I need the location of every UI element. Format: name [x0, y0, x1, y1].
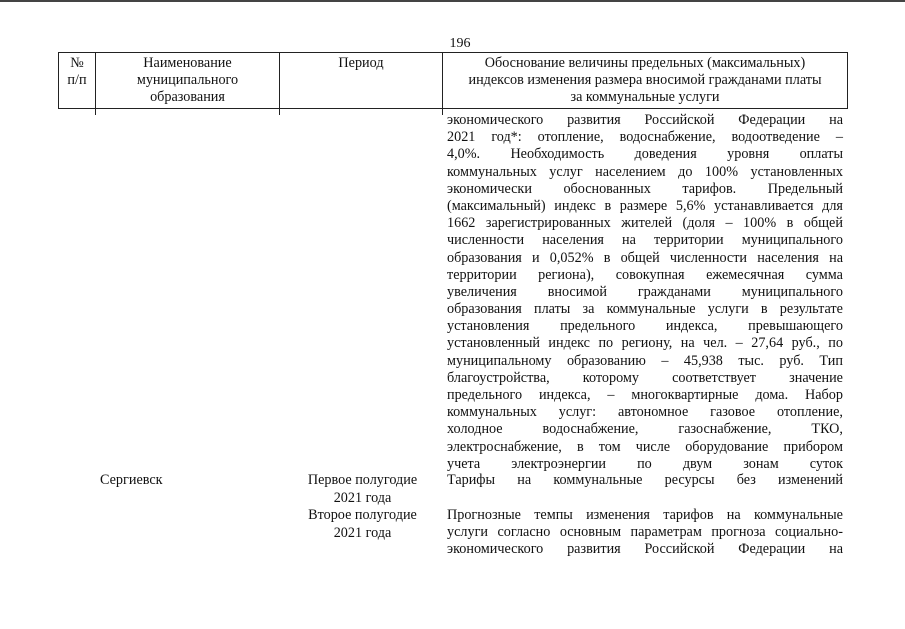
word: общей: [803, 215, 843, 232]
word: водоотведение: [731, 129, 820, 146]
word: 0,052%: [549, 249, 594, 266]
word: размере: [619, 197, 668, 214]
word: услуги: [707, 301, 749, 318]
word: основным: [559, 524, 622, 541]
word: холодное: [447, 421, 503, 438]
word: коммунальные: [753, 507, 843, 523]
word: на: [726, 507, 741, 523]
word: по: [598, 335, 614, 352]
word: (максимальный): [447, 197, 546, 214]
word: оборудование: [685, 438, 769, 455]
word: водоснабжение,: [542, 421, 639, 438]
word: чел.: [703, 335, 728, 352]
word: установления: [447, 318, 530, 335]
word: услуг:: [558, 404, 597, 421]
text-line: [447, 129, 843, 146]
text-line: [447, 267, 843, 284]
word: газовое: [710, 404, 756, 421]
word: 1662: [447, 215, 476, 232]
word: вносимой: [547, 283, 607, 300]
period-second-half: [295, 507, 430, 542]
word: Российской: [644, 541, 715, 558]
word: тарифов: [663, 507, 714, 523]
word: прогноза: [711, 524, 766, 541]
word: уровня: [727, 146, 770, 163]
word: предельного: [447, 387, 523, 403]
word: обоснованных: [563, 180, 651, 197]
word: 100%: [704, 163, 739, 180]
municipality-name: Сергиевск: [100, 472, 163, 488]
period-line: 2021 года: [333, 524, 392, 541]
word: экономического: [447, 541, 544, 558]
word: зарегистрированных: [485, 215, 611, 232]
text-line: [447, 215, 843, 232]
word: –: [735, 335, 743, 352]
word: и: [532, 249, 540, 266]
word: социально-: [775, 524, 843, 541]
header-line: №: [70, 55, 84, 71]
word: оплаты: [799, 146, 843, 163]
word: которому: [582, 369, 639, 386]
text-line: [447, 112, 843, 129]
text-line: [447, 181, 843, 198]
word: услуги: [447, 524, 488, 541]
word: коммунальные: [606, 301, 696, 318]
word: год*:: [491, 129, 522, 146]
word: ТКО,: [811, 421, 843, 438]
text-line: [447, 301, 843, 318]
word: 27,64: [751, 335, 784, 352]
justification-continued: [447, 112, 843, 473]
word: числе: [635, 438, 671, 455]
text-line: [447, 318, 843, 335]
justification-row1: Тарифы на коммунальные ресурсы без изменений: [447, 472, 843, 488]
word: индекса,: [665, 318, 718, 335]
word: 45,938: [683, 352, 723, 369]
word: экономического: [447, 112, 544, 128]
word: индекс: [548, 335, 590, 352]
word: ежемесячная: [706, 266, 785, 283]
word: в: [604, 197, 612, 214]
word: экономически: [447, 180, 532, 197]
word: по: [828, 335, 843, 352]
text-line: [447, 353, 843, 370]
word: жителей: [621, 215, 673, 232]
word: –: [835, 129, 843, 146]
word: газоснабжение,: [678, 421, 772, 438]
word: до: [678, 163, 693, 180]
word: индекс: [554, 197, 596, 214]
word: территории: [653, 232, 724, 249]
word: доведения: [634, 146, 697, 163]
text-line: [447, 164, 843, 181]
word: темпы: [534, 507, 573, 523]
word: соответствует: [672, 369, 757, 386]
word: руб.: [779, 352, 804, 369]
word: (доля: [682, 215, 715, 232]
word: согласно: [497, 524, 551, 541]
word: устанавливается: [714, 197, 814, 214]
word: 2021: [447, 129, 476, 146]
word: региону,: [621, 335, 673, 352]
word: отопление,: [537, 129, 604, 146]
header-line: Наименование: [143, 55, 232, 71]
word: тарифов.: [682, 180, 737, 197]
word: в: [760, 301, 768, 318]
word: на: [829, 112, 843, 128]
word: Прогнозные: [447, 507, 521, 523]
page-number: 196: [449, 36, 471, 51]
word: Предельный: [767, 180, 843, 197]
text-line: [447, 198, 843, 215]
word: установленных: [750, 163, 843, 180]
text-line: [447, 232, 843, 249]
header-line: Период: [338, 55, 384, 71]
period-first-half: [295, 472, 430, 507]
word: в: [576, 438, 584, 455]
word: развития: [567, 541, 621, 558]
period-line: 2021 года: [333, 489, 392, 506]
word: Необходимость: [510, 146, 605, 163]
word: Тип: [819, 352, 843, 369]
word: услуг: [549, 163, 583, 180]
text-line-last: учета электроэнергии по двум зонам суток: [447, 455, 843, 472]
word: населения: [542, 232, 604, 249]
word: 5,6%: [675, 197, 706, 214]
word: на: [680, 335, 695, 352]
word: отопление,: [776, 404, 843, 421]
word: региона),: [538, 266, 595, 283]
column-divider: [279, 109, 280, 115]
word: численности: [669, 249, 748, 266]
word: за: [582, 301, 595, 318]
word: том: [598, 438, 621, 455]
header-line: муниципального: [136, 72, 239, 88]
header-line: Обоснование величины предельных (максимальных): [484, 55, 806, 71]
word: увеличения: [447, 283, 517, 300]
word: на: [622, 232, 636, 249]
word: 100%: [743, 215, 777, 232]
word: тыс.: [738, 352, 764, 369]
header-line: за коммунальные услуги: [570, 89, 720, 105]
word: предельного: [560, 318, 636, 335]
word: превышающего: [748, 318, 843, 335]
text-line: [447, 284, 843, 301]
header-line: образования: [150, 89, 225, 105]
word: автономное: [617, 404, 689, 421]
word: образованию: [566, 352, 646, 369]
text-line: [447, 541, 843, 558]
word: индекса,: [538, 387, 591, 403]
word: образования: [447, 249, 522, 266]
header-line: индексов изменения размера вносимой гражданами платы: [468, 72, 822, 88]
word: совокупная: [615, 266, 685, 283]
word: многоквартирные: [631, 387, 739, 403]
column-divider: [95, 109, 96, 115]
word: –: [661, 352, 669, 369]
word: муниципального: [741, 232, 843, 249]
header-number: [58, 52, 96, 109]
text-line: [447, 507, 843, 524]
word: на: [829, 541, 843, 558]
header-period: [279, 52, 443, 109]
text-line: [447, 250, 843, 267]
scan-top-edge: [0, 0, 905, 2]
word: населением: [595, 163, 666, 180]
text-line: [447, 439, 843, 456]
word: на: [829, 249, 843, 266]
word: –: [607, 387, 615, 403]
text-line: [447, 370, 843, 387]
text-line: [447, 524, 843, 541]
word: в: [786, 215, 794, 232]
word: платы: [534, 301, 571, 318]
word: Российской: [644, 112, 715, 128]
word: коммунальных: [447, 404, 537, 421]
word: образования: [447, 301, 522, 318]
word: параметрам: [630, 524, 702, 541]
period-line: Первое полугодие: [307, 472, 418, 488]
word: гражданами: [637, 283, 711, 300]
word: Федерации: [738, 541, 806, 558]
word: развития: [567, 112, 621, 128]
header-justification: [442, 52, 848, 109]
word: водоснабжение,: [619, 129, 716, 146]
word: населения: [757, 249, 819, 266]
word: в: [603, 249, 611, 266]
word: Федерации: [738, 112, 806, 128]
word: благоустройства,: [447, 369, 550, 386]
column-divider: [442, 109, 443, 115]
word: общей: [620, 249, 660, 266]
word: муниципальному: [447, 352, 552, 369]
word: –: [725, 215, 733, 232]
word: численности: [447, 232, 525, 249]
word: для: [822, 197, 843, 214]
word: дома.: [755, 387, 789, 403]
word: территории: [447, 266, 517, 283]
text-line: [447, 387, 843, 404]
word: коммунальных: [447, 163, 537, 180]
text-line: [447, 335, 843, 352]
word: электроснабжение,: [447, 438, 562, 455]
justification-row2: [447, 507, 843, 559]
text-line: [447, 421, 843, 438]
word: Набор: [804, 387, 843, 403]
word: изменения: [586, 507, 650, 523]
header-line: п/п: [67, 72, 87, 88]
word: 4,0%.: [447, 146, 481, 163]
text-line: [447, 146, 843, 163]
text-line: [447, 404, 843, 421]
word: сумма: [805, 266, 843, 283]
word: результате: [779, 301, 843, 318]
period-line: Второе полугодие: [308, 507, 417, 523]
word: установленный: [447, 335, 540, 352]
word: руб.,: [791, 335, 820, 352]
word: муниципального: [741, 283, 843, 300]
word: значение: [789, 369, 843, 386]
header-municipality: [95, 52, 280, 109]
word: прибором: [783, 438, 843, 455]
